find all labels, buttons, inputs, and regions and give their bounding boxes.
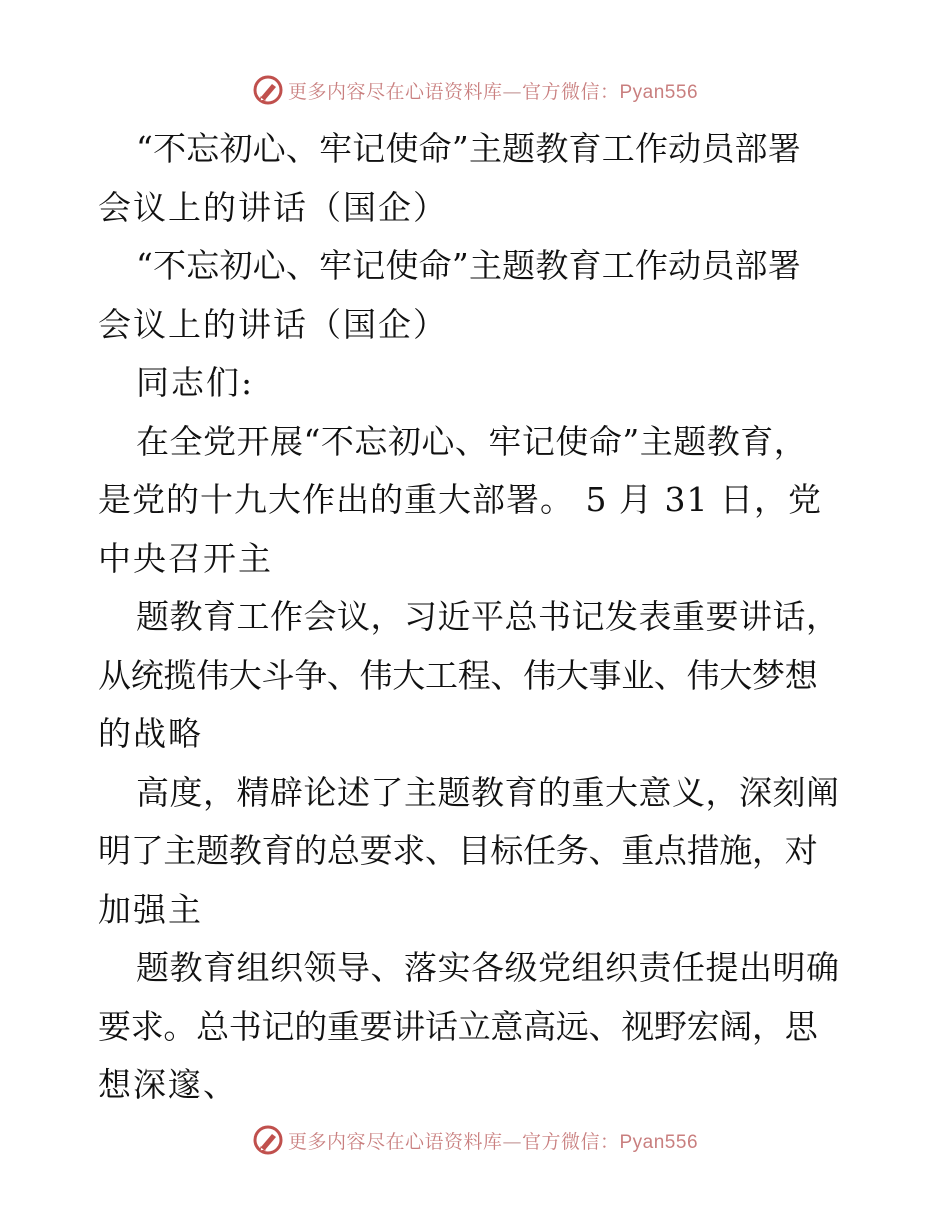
- pen-circle-icon: [252, 74, 284, 106]
- title-repeat-line-1: “不忘初心、牢记使命”主题教育工作动员部署: [136, 246, 801, 285]
- title-line-1: “不忘初心、牢记使命”主题教育工作动员部署: [136, 129, 801, 168]
- title-repeat-line-2: 会议上的讲话（国企）: [98, 304, 448, 344]
- header-banner: [0, 70, 950, 110]
- footer-wechat-label: 官方微信：: [521, 1130, 620, 1153]
- paragraph-2-line-1: 题教育工作会议，习近平总书记发表重要讲话，: [136, 597, 840, 636]
- paragraph-4-line-3: 想深邃、: [98, 1065, 238, 1104]
- footer-text: [288, 1127, 698, 1154]
- header-site-text: 更多内容尽在心语资料库: [287, 80, 503, 103]
- paragraph-4-line-1: 题教育组织领导、落实各级党组织责任提出明确: [136, 948, 840, 987]
- paragraph-2-line-2: 从统揽伟大斗争、伟大工程、伟大事业、伟大梦想: [98, 655, 818, 695]
- header-separator: —: [502, 80, 522, 103]
- footer-banner: [0, 1120, 950, 1160]
- paragraph-1-line-1: 在全党开展“不忘初心、牢记使命”主题教育，: [136, 421, 808, 461]
- paragraph-3-line-1: 高度，精辟论述了主题教育的重大意义，深刻阐: [136, 772, 840, 812]
- paragraph-1-line-2: 是党的十九大作出的重大部署。 5 月 31 日，党: [98, 480, 822, 519]
- paragraph-2-line-3: 的战略: [98, 714, 203, 753]
- paragraph-3-line-3: 加强主: [98, 889, 203, 929]
- header-wechat-label: 官方微信：: [521, 80, 620, 103]
- footer-separator: —: [502, 1130, 522, 1153]
- document-body: [98, 120, 858, 1115]
- paragraph-4-line-2: 要求。总书记的重要讲话立意高远、视野宏阔，思: [98, 1006, 818, 1046]
- paragraph-1-line-3: 中央召开主: [98, 538, 273, 578]
- footer-wechat-id: Pyan556: [619, 1131, 699, 1153]
- header-wechat-id: Pyan556: [619, 81, 699, 103]
- footer-site-text: 更多内容尽在心语资料库: [287, 1130, 503, 1153]
- pen-circle-icon: [252, 1124, 284, 1156]
- title-line-2: 会议上的讲话（国企）: [98, 187, 448, 227]
- paragraph-3-line-2: 明了主题教育的总要求、目标任务、重点措施，对: [98, 831, 818, 870]
- header-text: [288, 77, 698, 104]
- salutation: 同志们:: [136, 363, 255, 402]
